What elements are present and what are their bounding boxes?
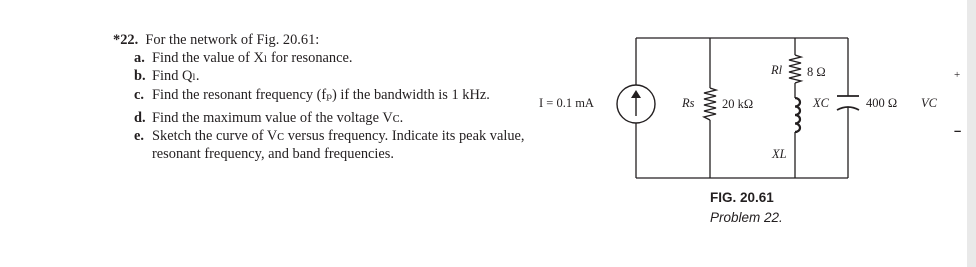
item-label: b. — [134, 68, 146, 85]
xc-name: XC — [813, 96, 829, 110]
figure-caption — [710, 188, 783, 228]
item-label: a. — [134, 50, 145, 67]
xc-value: 400 Ω — [866, 96, 898, 110]
rs-name: Rs — [682, 96, 695, 110]
xl-name: XL — [772, 147, 787, 161]
rs-value: 20 kΩ — [722, 97, 754, 111]
item-text: Find the resonant frequency (fₚ) if the bandwidth is 1 kHz. — [152, 86, 490, 103]
rl-resistor-symbol — [789, 55, 801, 83]
vc-minus-sign: – — [954, 123, 962, 138]
rl-name: Rl — [771, 63, 783, 77]
item-text: Find the maximum value of the voltage Vᴄ. — [152, 109, 404, 126]
figure-problem-ref: Problem 22. — [710, 210, 783, 225]
item-label: e. — [134, 128, 144, 145]
figure-label: FIG. 20.61 — [710, 190, 774, 205]
problem-stem: For the network of Fig. 20.61: — [145, 32, 320, 48]
item-label: d. — [134, 109, 146, 126]
item-text: Sketch the curve of Vᴄ versus frequency. Indicate its peak value, resonant frequency, and band frequencies. — [152, 128, 525, 163]
inductor-symbol — [795, 98, 800, 132]
item-text: Find the value of Xₗ for resonance. — [152, 50, 353, 67]
rl-value: 8 Ω — [807, 65, 826, 79]
source-label: I = 0.1 mA — [539, 96, 594, 110]
item-label: c. — [134, 86, 144, 103]
problem-number: *22. — [113, 32, 139, 48]
item-text: Find Qₗ. — [152, 68, 200, 85]
vc-name: VC — [921, 96, 937, 110]
rs-resistor-symbol — [704, 88, 716, 120]
capacitor-symbol — [837, 96, 859, 110]
current-source-symbol — [617, 85, 655, 123]
vc-plus-sign: + — [954, 69, 961, 81]
scrollbar[interactable] — [967, 0, 976, 267]
